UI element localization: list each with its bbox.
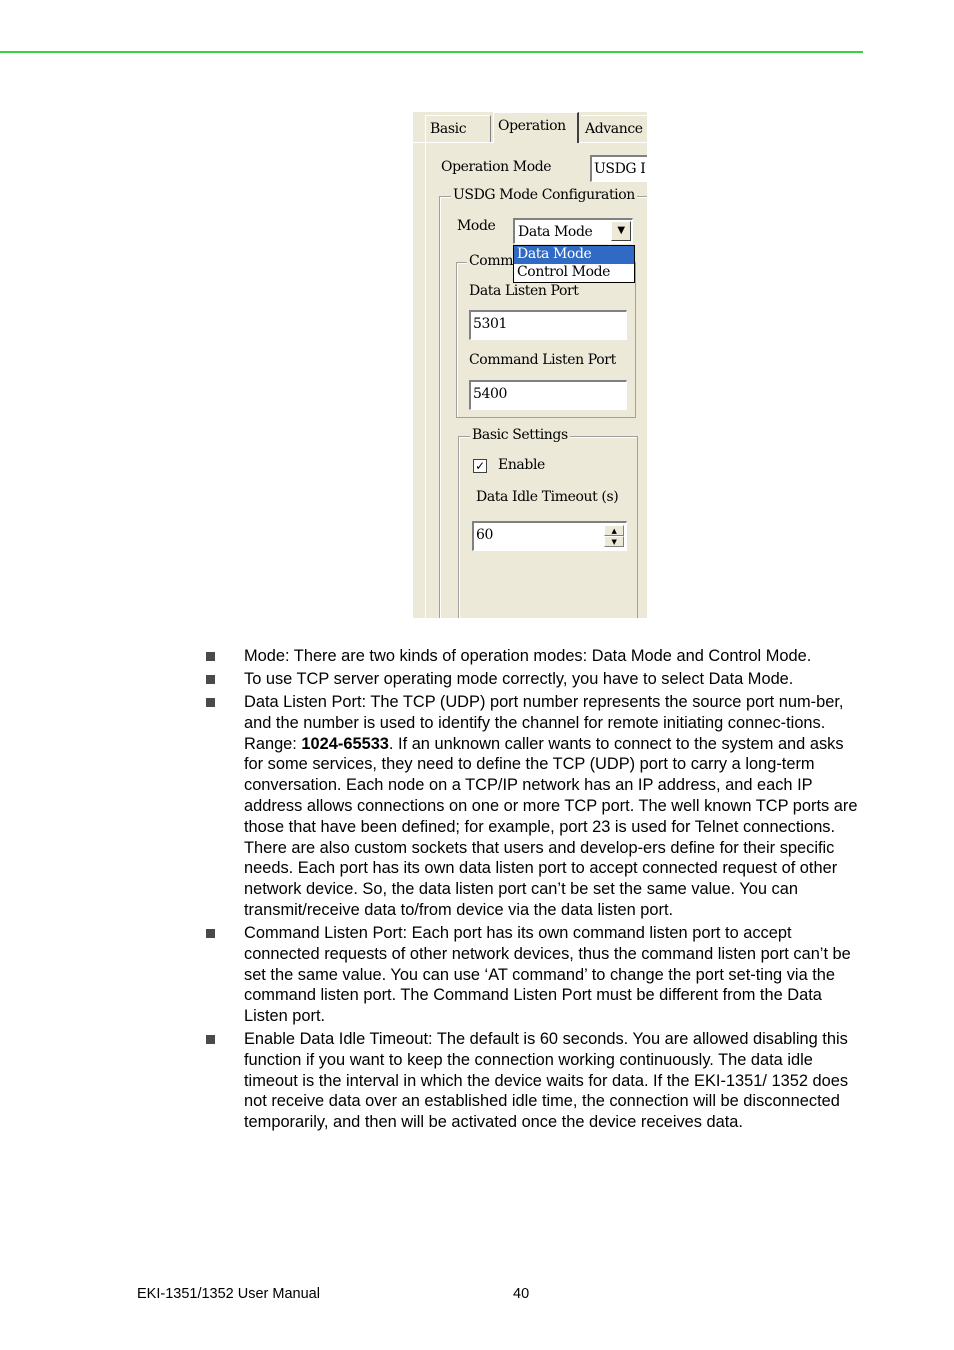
- spin-buttons[interactable]: [604, 525, 624, 547]
- list-item: Enable Data Idle Timeout: The default is 60 seconds. You are allowed disabling this function if you want to keep the connection working continuously. The data idle timeout is the interval in which the device waits for data. If the EKI-1351/ 1352 does not receive data over an established idle time, the connection will be disconnected temporarily, and then will be activated once the device receives data.: [206, 1029, 866, 1133]
- command-listen-port-input[interactable]: 5400: [469, 380, 627, 410]
- operation-mode-label: Operation Mode: [441, 159, 552, 175]
- list-item: Command Listen Port: Each port has its own command listen port to accept connected requests of other network devices, thus the command listen port can’t be set the same value. You can use ‘AT command’ to change the port set-ting via the command listen port. The Command Listen Port must be different from the Data Listen port.: [206, 923, 866, 1027]
- tab-basic[interactable]: Basic: [425, 115, 491, 142]
- data-idle-timeout-label: Data Idle Timeout (s): [476, 489, 619, 505]
- command-listen-port-label: Command Listen Port: [469, 352, 616, 368]
- chevron-down-icon[interactable]: ▼: [611, 221, 631, 241]
- data-idle-timeout-value: 60: [476, 527, 494, 543]
- port-range: 1024-65533: [301, 734, 389, 753]
- header-accent-rule: [0, 51, 863, 53]
- square-bullet-icon: [206, 675, 215, 684]
- usdg-group-title: USDG Mode Configuration: [453, 187, 635, 203]
- tab-operation[interactable]: Operation: [493, 112, 579, 143]
- square-bullet-icon: [206, 929, 215, 938]
- list-item: To use TCP server operating mode correctly, you have to select Data Mode.: [206, 669, 866, 690]
- operation-mode-select[interactable]: USDG I: [590, 155, 647, 182]
- mode-label: Mode: [457, 218, 496, 234]
- mode-option-control-mode[interactable]: Control Mode: [517, 264, 611, 280]
- data-idle-timeout-stepper[interactable]: [472, 521, 627, 551]
- data-listen-port-label: Data Listen Port: [469, 283, 579, 299]
- list-item: Data Listen Port: The TCP (UDP) port number represents the source port num-ber, and the number is used to identify the channel for remote initiating connec-tions. Range: 1024-65533. If an unknown caller wants to connect to the system and asks for some services, they need to define the TCP (UDP) port to carry a long-term conversation. Each node on a TCP/IP network has an IP address, and each IP address allows connections on one or more TCP port. The well known TCP ports are those that have been defined; for example, port 23 is used for Telnet connections. There are also custom sockets that users and develop-ers define for their specific needs. Each port has its own data listen port to accept connected request of other network device. So, the data listen port can’t be set the same value. You can transmit/receive data to/from device via the data listen port.: [206, 692, 866, 921]
- mode-option-data-mode[interactable]: Data Mode: [514, 246, 634, 264]
- mode-select[interactable]: [513, 218, 633, 244]
- spin-up-icon[interactable]: ▲: [604, 525, 624, 536]
- footer-manual-title: EKI-1351/1352 User Manual: [137, 1286, 320, 1302]
- tab-advance[interactable]: Advance: [581, 115, 647, 142]
- check-icon: ✓: [475, 459, 485, 473]
- communication-group-title: Comm: [469, 253, 514, 269]
- mode-select-value: Data Mode: [518, 224, 593, 240]
- list-item: Mode: There are two kinds of operation modes: Data Mode and Control Mode.: [206, 646, 866, 667]
- basic-settings-title: Basic Settings: [472, 427, 568, 443]
- footer-page-number: 40: [513, 1286, 530, 1302]
- data-listen-port-input[interactable]: 5301: [469, 310, 627, 340]
- enable-checkbox[interactable]: [473, 459, 487, 473]
- description-bullet-list: [206, 646, 866, 1135]
- spin-down-icon[interactable]: ▼: [604, 536, 624, 547]
- dialog-screenshot: [413, 112, 647, 618]
- square-bullet-icon: [206, 1035, 215, 1044]
- enable-label: Enable: [498, 457, 545, 473]
- square-bullet-icon: [206, 698, 215, 707]
- square-bullet-icon: [206, 652, 215, 661]
- mode-dropdown-list: [513, 245, 635, 283]
